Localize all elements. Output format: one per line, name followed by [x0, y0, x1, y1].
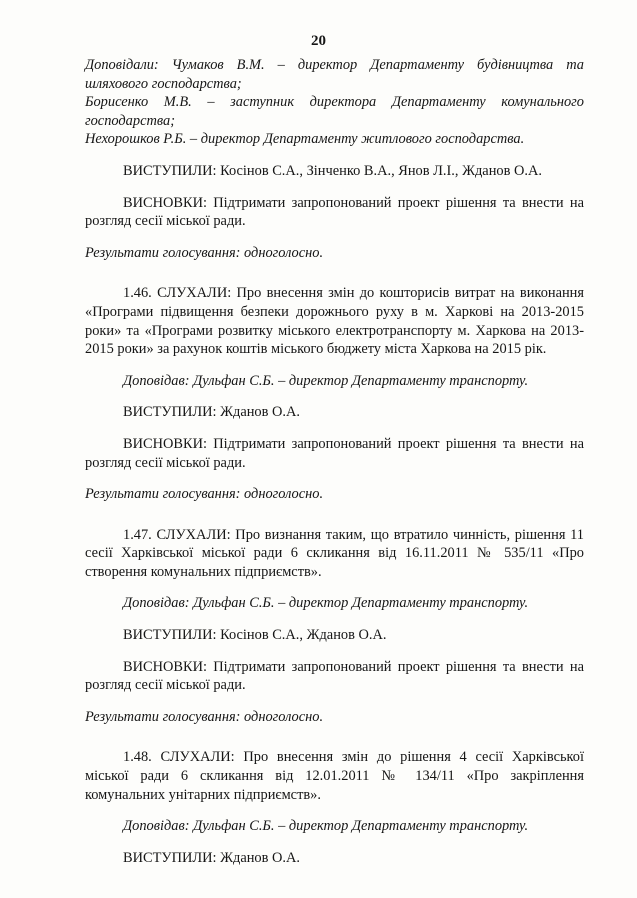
- vote-result: Результати голосування: одноголосно.: [85, 708, 324, 725]
- reporter-line: Доповідав: Дульфан С.Б. – директор Департаменту транспорту.: [123, 595, 529, 612]
- spoke-line: ВИСТУПИЛИ: Жданов О.А.: [123, 404, 300, 421]
- page-content: [85, 56, 584, 867]
- reporter-line: Борисенко М.В. – заступник директора Департаменту комунального господарства;: [85, 94, 584, 129]
- reporter-line: Нехорошков Р.Б. – директор Департаменту житлового господарства.: [85, 131, 525, 148]
- page-number: 20: [311, 33, 326, 49]
- heard-paragraph: 1.47. СЛУХАЛИ: Про визнання таким, що втратило чинність, рішення 11 сесії Харківської міської ради 6 скликання від 16.11.2011 № 535/11 «Про створення комунальних підприємств».: [85, 526, 584, 580]
- reporter-line: Доповідав: Дульфан С.Б. – директор Департаменту транспорту.: [123, 372, 529, 389]
- reporter-line: Доповідав: Дульфан С.Б. – директор Департаменту транспорту.: [123, 818, 529, 835]
- vote-result: Результати голосування: одноголосно.: [85, 244, 324, 261]
- conclusion-line: ВИСНОВКИ: Підтримати запропонований проект рішення та внести на розгляд сесії міської ради.: [85, 658, 584, 694]
- reporter-line: Доповідали: Чумаков В.М. – директор Департаменту будівництва та шляхового господарства;: [85, 57, 584, 92]
- spoke-line: ВИСТУПИЛИ: Косінов С.А., Жданов О.А.: [123, 627, 387, 644]
- conclusion-line: ВИСНОВКИ: Підтримати запропонований проект рішення та внести на розгляд сесії міської ради.: [85, 435, 584, 471]
- heard-paragraph: 1.46. СЛУХАЛИ: Про внесення змін до кошторисів витрат на виконання «Програми підвищення безпеки дорожнього руху в м. Харкові на 2013-2015 роки» та «Програми розвитку міського електротранспорту м. Харкова на 2013-2015 роки» за рахунок коштів міського бюджету міста Харкова на 2015 рік.: [85, 285, 584, 358]
- spoke-line: ВИСТУПИЛИ: Жданов О.А.: [123, 849, 300, 866]
- conclusion-line: ВИСНОВКИ: Підтримати запропонований проект рішення та внести на розгляд сесії міської ради.: [85, 194, 584, 230]
- heard-paragraph: 1.48. СЛУХАЛИ: Про внесення змін до рішення 4 сесії Харківської міської ради 6 скликання від 12.01.2011 № 134/11 «Про закріплення комунальних унітарних підприємств».: [85, 749, 584, 803]
- spoke-line: ВИСТУПИЛИ: Косінов С.А., Зінченко В.А., Янов Л.І., Жданов О.А.: [123, 162, 542, 179]
- vote-result: Результати голосування: одноголосно.: [85, 486, 324, 503]
